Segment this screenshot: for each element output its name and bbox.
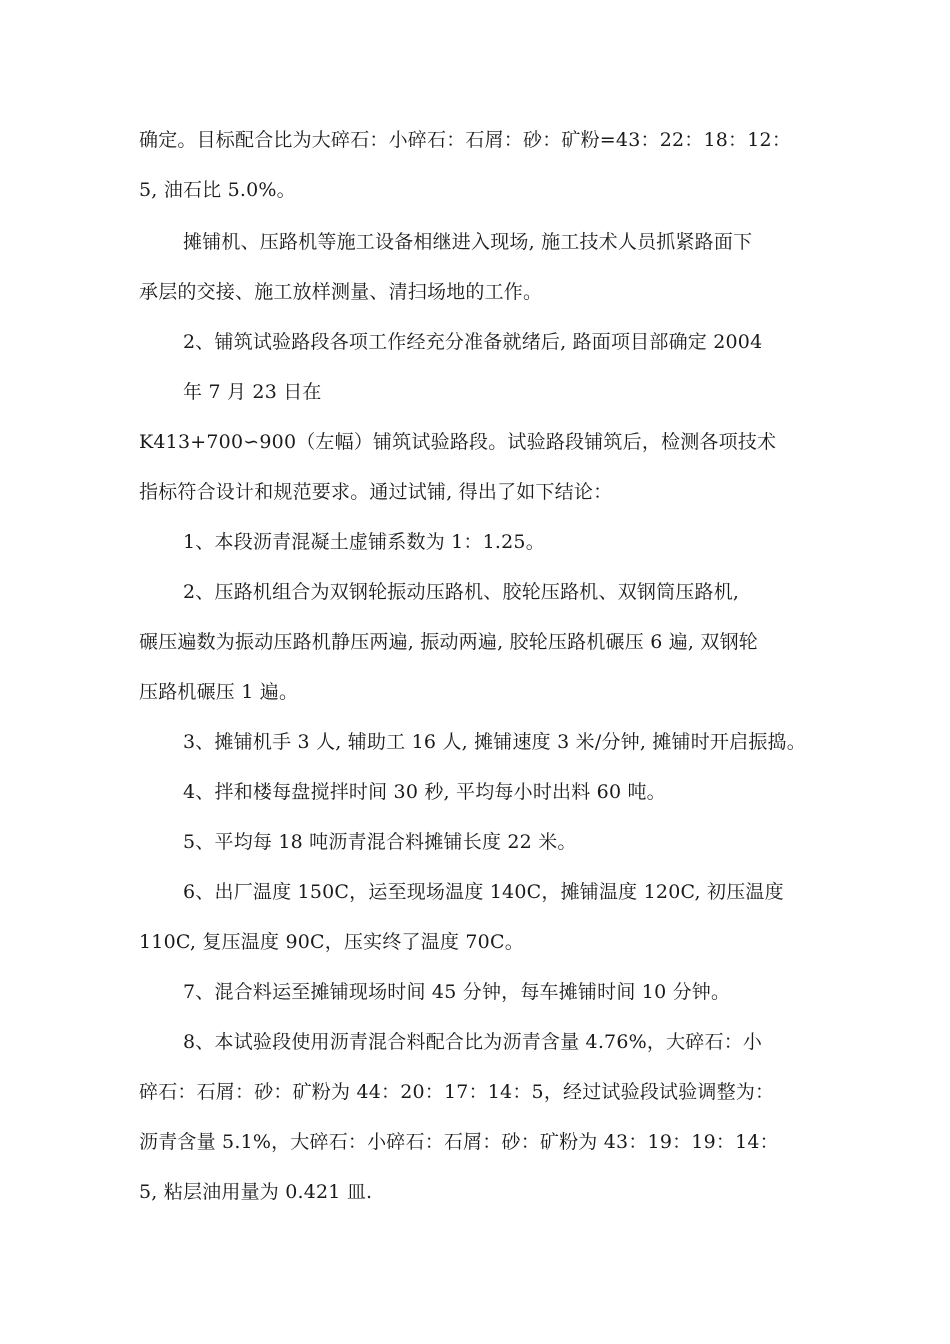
- text-line: 承层的交接、施工放样测量、清扫场地的工作。: [139, 281, 543, 303]
- text-line: 2、铺筑试验路段各项工作经充分准备就绪后, 路面项目部确定 2004: [183, 331, 763, 353]
- text-line: 6、出厂温度 150C，运至现场温度 140C，摊铺温度 120C, 初压温度: [183, 881, 784, 903]
- text-line: 7、混合料运至摊铺现场时间 45 分钟，每车摊铺时间 10 分钟。: [183, 981, 731, 1003]
- text-line: 确定。目标配合比为大碎石：小碎石：石屑：砂：矿粉=43：22：18：12：: [139, 129, 792, 151]
- text-line: 指标符合设计和规范要求。通过试铺, 得出了如下结论：: [139, 481, 613, 503]
- text-line: 压路机碾压 1 遍。: [139, 681, 299, 703]
- text-line: 5, 粘层油用量为 0.421 皿.: [139, 1181, 373, 1203]
- text-line: 年 7 月 23 日在: [183, 381, 322, 403]
- text-line: 沥青含量 5.1%，大碎石：小碎石：石屑：砂：矿粉为 43：19：19：14：: [139, 1131, 779, 1153]
- text-line: 1、本段沥青混凝土虚铺系数为 1：1.25。: [183, 531, 545, 553]
- text-line: 8、本试验段使用沥青混合料配合比为沥青含量 4.76%，大碎石：小: [183, 1031, 763, 1053]
- text-line: 4、拌和楼每盘搅拌时间 30 秒, 平均每小时出料 60 吨。: [183, 781, 666, 803]
- text-line: 3、摊铺机手 3 人, 辅助工 16 人, 摊铺速度 3 米/分钟, 摊铺时开启振捣。: [183, 731, 806, 753]
- text-line: 摊铺机、压路机等施工设备相继进入现场, 施工技术人员抓紧路面下: [183, 231, 753, 253]
- text-line: 110C, 复压温度 90C，压实终了温度 70C。: [139, 931, 524, 953]
- text-line: 5, 油石比 5.0%。: [139, 179, 296, 201]
- text-line: 碎石：石屑：砂：矿粉为 44：20：17：14：5，经过试验段试验调整为：: [139, 1081, 775, 1103]
- text-line: 5、平均每 18 吨沥青混合料摊铺长度 22 米。: [183, 831, 577, 853]
- text-line: 碾压遍数为振动压路机静压两遍, 振动两遍, 胶轮压路机碾压 6 遍, 双钢轮: [139, 631, 759, 653]
- text-line: K413+700∽900（左幅）铺筑试验路段。试验路段铺筑后，检测各项技术: [139, 431, 777, 453]
- text-line: 2、压路机组合为双钢轮振动压路机、胶轮压路机、双钢筒压路机,: [183, 581, 740, 603]
